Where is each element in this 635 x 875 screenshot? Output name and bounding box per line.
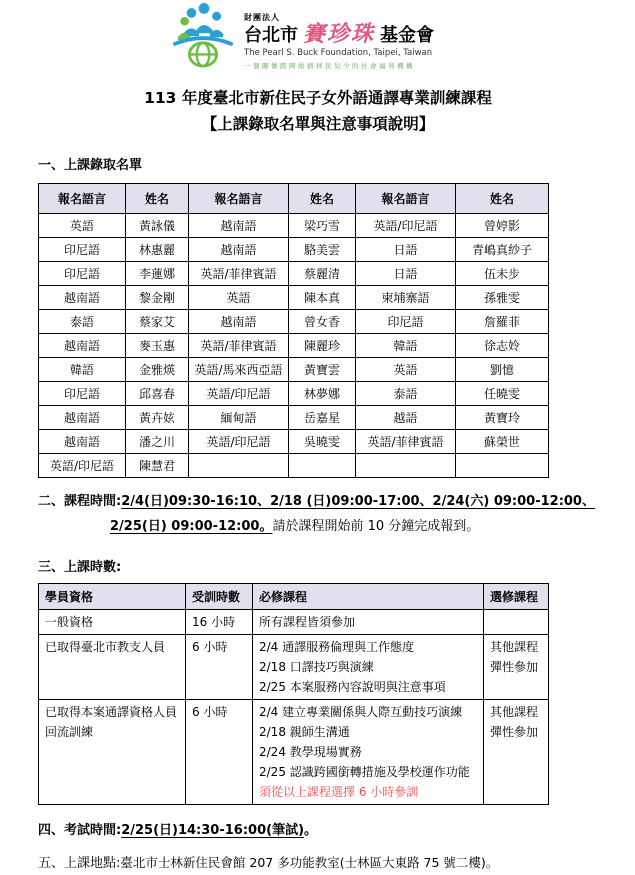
roster-cell: 越南語 xyxy=(39,286,126,310)
roster-header-row xyxy=(39,184,549,214)
roster-cell: 邱喜春 xyxy=(126,382,189,406)
org-tagline: 一個關懷跨國婚姻移民兒少的社會福利機構 xyxy=(243,62,415,70)
org-type: 財團法人 xyxy=(243,13,280,22)
roster-row xyxy=(39,406,549,430)
hours-value: 16 小時 xyxy=(192,615,236,629)
roster-cell: 英語 xyxy=(189,286,289,310)
course-time-line2 xyxy=(110,514,598,539)
roster-cell: 印尼語 xyxy=(356,310,456,334)
roster-cell: 英語/印尼語 xyxy=(39,454,126,478)
roster-cell: 徐志姈 xyxy=(456,334,549,358)
roster-cell: 韓語 xyxy=(356,334,456,358)
qualification-cell xyxy=(39,610,186,635)
course-time-line2-dates: 2/25(日) 09:00-12:00。 xyxy=(110,519,273,534)
hours-row xyxy=(39,635,549,700)
roster-cell: 印尼語 xyxy=(39,238,126,262)
roster-cell: 詹羅菲 xyxy=(456,310,549,334)
roster-cell: 韓語 xyxy=(39,358,126,382)
roster-cell: 陳慧君 xyxy=(126,454,189,478)
roster-cell: 陳麗珍 xyxy=(289,334,356,358)
roster-cell: 曾女香 xyxy=(289,310,356,334)
qualification-cell xyxy=(39,635,186,700)
roster-cell: 黃卉妶 xyxy=(126,406,189,430)
roster-cell: 岳嘉星 xyxy=(289,406,356,430)
roster-cell: 日語 xyxy=(356,238,456,262)
roster-header-cell: 報名語言 xyxy=(189,184,289,214)
roster-cell: 日語 xyxy=(356,262,456,286)
hours-table xyxy=(38,583,549,805)
required-course-line: 所有課程皆須參加 xyxy=(259,615,356,629)
required-course-line: 2/4 建立專業關係與人際互動技巧演練 xyxy=(259,705,463,719)
org-english-name: The Pearl S. Buck Foundation, Taipei, Taiwan xyxy=(243,48,433,58)
exam-time-value: 2/25(日)14:30-16:00(筆試) xyxy=(121,823,305,838)
roster-row xyxy=(39,382,549,406)
roster-cell: 劉憶 xyxy=(456,358,549,382)
roster-cell: 潘之川 xyxy=(126,430,189,454)
roster-cell: 曾婷影 xyxy=(456,214,549,238)
org-suffix: 基金會 xyxy=(380,25,434,46)
roster-row xyxy=(39,454,549,478)
roster-cell: 孫雅雯 xyxy=(456,286,549,310)
elective-cell xyxy=(484,635,549,700)
roster-cell: 越語 xyxy=(356,406,456,430)
roster-cell: 越南語 xyxy=(39,406,126,430)
roster-cell: 青嶋真紗子 xyxy=(456,238,549,262)
required-course-line: 2/24 教學現場實務 xyxy=(259,745,362,759)
qualification-cell xyxy=(39,700,186,805)
exam-time-period: 。 xyxy=(304,823,318,838)
roster-cell: 英語/印尼語 xyxy=(189,382,289,406)
roster-cell: 泰語 xyxy=(39,310,126,334)
page-title: 113 年度臺北市新住民子女外語通譯專業訓練課程 xyxy=(144,89,492,107)
qualification-line: 已取得本案通譯資格人員 xyxy=(45,705,178,719)
roster-cell: 蔡家艾 xyxy=(126,310,189,334)
qualification-line: 已取得臺北市教支人員 xyxy=(45,640,166,654)
hours-row xyxy=(39,610,549,635)
roster-cell: 英語/馬來西亞語 xyxy=(189,358,289,382)
elective-cell xyxy=(484,610,549,635)
roster-cell: 泰語 xyxy=(356,382,456,406)
section-2-label: 二、課程時間: xyxy=(38,494,122,509)
elective-line: 彈性參加 xyxy=(490,660,539,674)
roster-cell: 蔡麗清 xyxy=(289,262,356,286)
roster-cell xyxy=(189,454,289,478)
page-subtitle: 【上課錄取名單與注意事項說明】 xyxy=(201,115,435,133)
hours-row xyxy=(39,700,549,805)
org-name: 台北市 xyxy=(243,25,298,46)
hours-header-cell: 選修課程 xyxy=(484,584,549,610)
roster-row xyxy=(39,262,549,286)
required-course-line: 2/25 認識跨國銜轉措施及學校運作功能 xyxy=(259,765,470,779)
hours-cell xyxy=(186,700,253,805)
qualification-line: 回流訓練 xyxy=(45,725,94,739)
section-3-heading: 三、上課時數: xyxy=(38,560,122,575)
roster-cell: 麥玉惠 xyxy=(126,334,189,358)
section-5-location xyxy=(38,852,598,875)
roster-cell: 李蓮娜 xyxy=(126,262,189,286)
required-course-line: 2/18 口譯技巧與演練 xyxy=(259,660,374,674)
required-course-line: 2/18 親師生溝通 xyxy=(259,725,350,739)
roster-cell: 黃寶玲 xyxy=(456,406,549,430)
hours-header-row xyxy=(39,584,549,610)
checkin-note: 請於課程開始前 10 分鐘完成報到。 xyxy=(272,519,480,534)
course-time-line1: 2/4(日)09:30-16:10、2/18 (日)09:00-17:00、2/24(六) 09:00-12:00、 xyxy=(121,494,595,509)
roster-cell xyxy=(289,454,356,478)
roster-header-cell: 姓名 xyxy=(126,184,189,214)
roster-row xyxy=(39,238,549,262)
foundation-logo-icon xyxy=(172,10,234,72)
section-4-label: 四、考試時間: xyxy=(38,823,122,838)
hours-cell xyxy=(186,610,253,635)
roster-cell: 英語/菲律賓語 xyxy=(189,262,289,286)
roster-cell: 印尼語 xyxy=(39,382,126,406)
roster-row xyxy=(39,358,549,382)
roster-row xyxy=(39,334,549,358)
hours-value: 6 小時 xyxy=(192,640,228,654)
roster-cell: 緬甸語 xyxy=(189,406,289,430)
roster-cell: 英語/印尼語 xyxy=(356,214,456,238)
roster-cell: 越南語 xyxy=(39,430,126,454)
roster-row xyxy=(39,430,549,454)
roster-cell: 伍未步 xyxy=(456,262,549,286)
hours-value: 6 小時 xyxy=(192,705,228,719)
roster-cell: 英語/菲律賓語 xyxy=(356,430,456,454)
roster-cell: 黃詠儀 xyxy=(126,214,189,238)
roster-cell: 黃寶雲 xyxy=(289,358,356,382)
roster-cell: 任曉雯 xyxy=(456,382,549,406)
org-name-script: 賽珍珠 xyxy=(302,21,375,47)
qualification-line: 一般資格 xyxy=(45,615,94,629)
required-course-line: 2/25 本案服務內容說明與注意事項 xyxy=(259,680,446,694)
location-value: 臺北市士林新住民會館 207 多功能教室(士林區大東路 75 號二樓)。 xyxy=(120,855,499,870)
section-5-label: 五、上課地點: xyxy=(38,856,121,871)
roster-cell: 陳本真 xyxy=(289,286,356,310)
roster-cell: 越南語 xyxy=(39,334,126,358)
required-course-line: 2/4 通譯服務倫理與工作態度 xyxy=(259,640,415,654)
roster-cell: 林惠麗 xyxy=(126,238,189,262)
roster-row xyxy=(39,286,549,310)
hours-header-cell: 學員資格 xyxy=(39,584,186,610)
elective-line: 彈性參加 xyxy=(490,725,539,739)
roster-cell: 越南語 xyxy=(189,238,289,262)
roster-cell: 柬埔寨語 xyxy=(356,286,456,310)
roster-cell: 蘇榮世 xyxy=(456,430,549,454)
required-courses-cell xyxy=(253,700,484,805)
roster-cell: 黎金剛 xyxy=(126,286,189,310)
roster-cell: 英語 xyxy=(39,214,126,238)
section-1-heading: 一、上課錄取名單 xyxy=(38,158,143,173)
roster-row xyxy=(39,310,549,334)
required-courses-cell xyxy=(253,610,484,635)
elective-line: 其他課程 xyxy=(490,705,539,719)
roster-cell: 英語 xyxy=(356,358,456,382)
required-note: 須從以上課程選擇 6 小時參訓 xyxy=(259,785,419,799)
foundation-logo xyxy=(38,10,568,72)
hours-header-cell: 必修課程 xyxy=(253,584,484,610)
roster-table xyxy=(38,183,549,478)
section-4-exam-time xyxy=(38,818,598,843)
roster-cell: 越南語 xyxy=(189,310,289,334)
foundation-logo-text xyxy=(244,12,434,70)
roster-header-cell: 報名語言 xyxy=(39,184,126,214)
org-name-row xyxy=(244,23,434,47)
hours-cell xyxy=(186,635,253,700)
roster-cell: 印尼語 xyxy=(39,262,126,286)
roster-cell: 越南語 xyxy=(189,214,289,238)
roster-cell: 英語/印尼語 xyxy=(189,430,289,454)
roster-cell: 梁巧雪 xyxy=(289,214,356,238)
hours-header-cell: 受訓時數 xyxy=(186,584,253,610)
roster-header-cell: 報名語言 xyxy=(356,184,456,214)
roster-cell: 駱美雲 xyxy=(289,238,356,262)
elective-line: 其他課程 xyxy=(490,640,539,654)
roster-row xyxy=(39,214,549,238)
roster-cell: 吳曉雯 xyxy=(289,430,356,454)
roster-header-cell: 姓名 xyxy=(456,184,549,214)
roster-cell xyxy=(356,454,456,478)
roster-cell: 英語/菲律賓語 xyxy=(189,334,289,358)
roster-cell: 金雅煐 xyxy=(126,358,189,382)
required-courses-cell xyxy=(253,635,484,700)
roster-cell: 林夢娜 xyxy=(289,382,356,406)
roster-header-cell: 姓名 xyxy=(289,184,356,214)
section-2-course-time xyxy=(38,489,598,539)
roster-cell xyxy=(456,454,549,478)
elective-cell xyxy=(484,700,549,805)
